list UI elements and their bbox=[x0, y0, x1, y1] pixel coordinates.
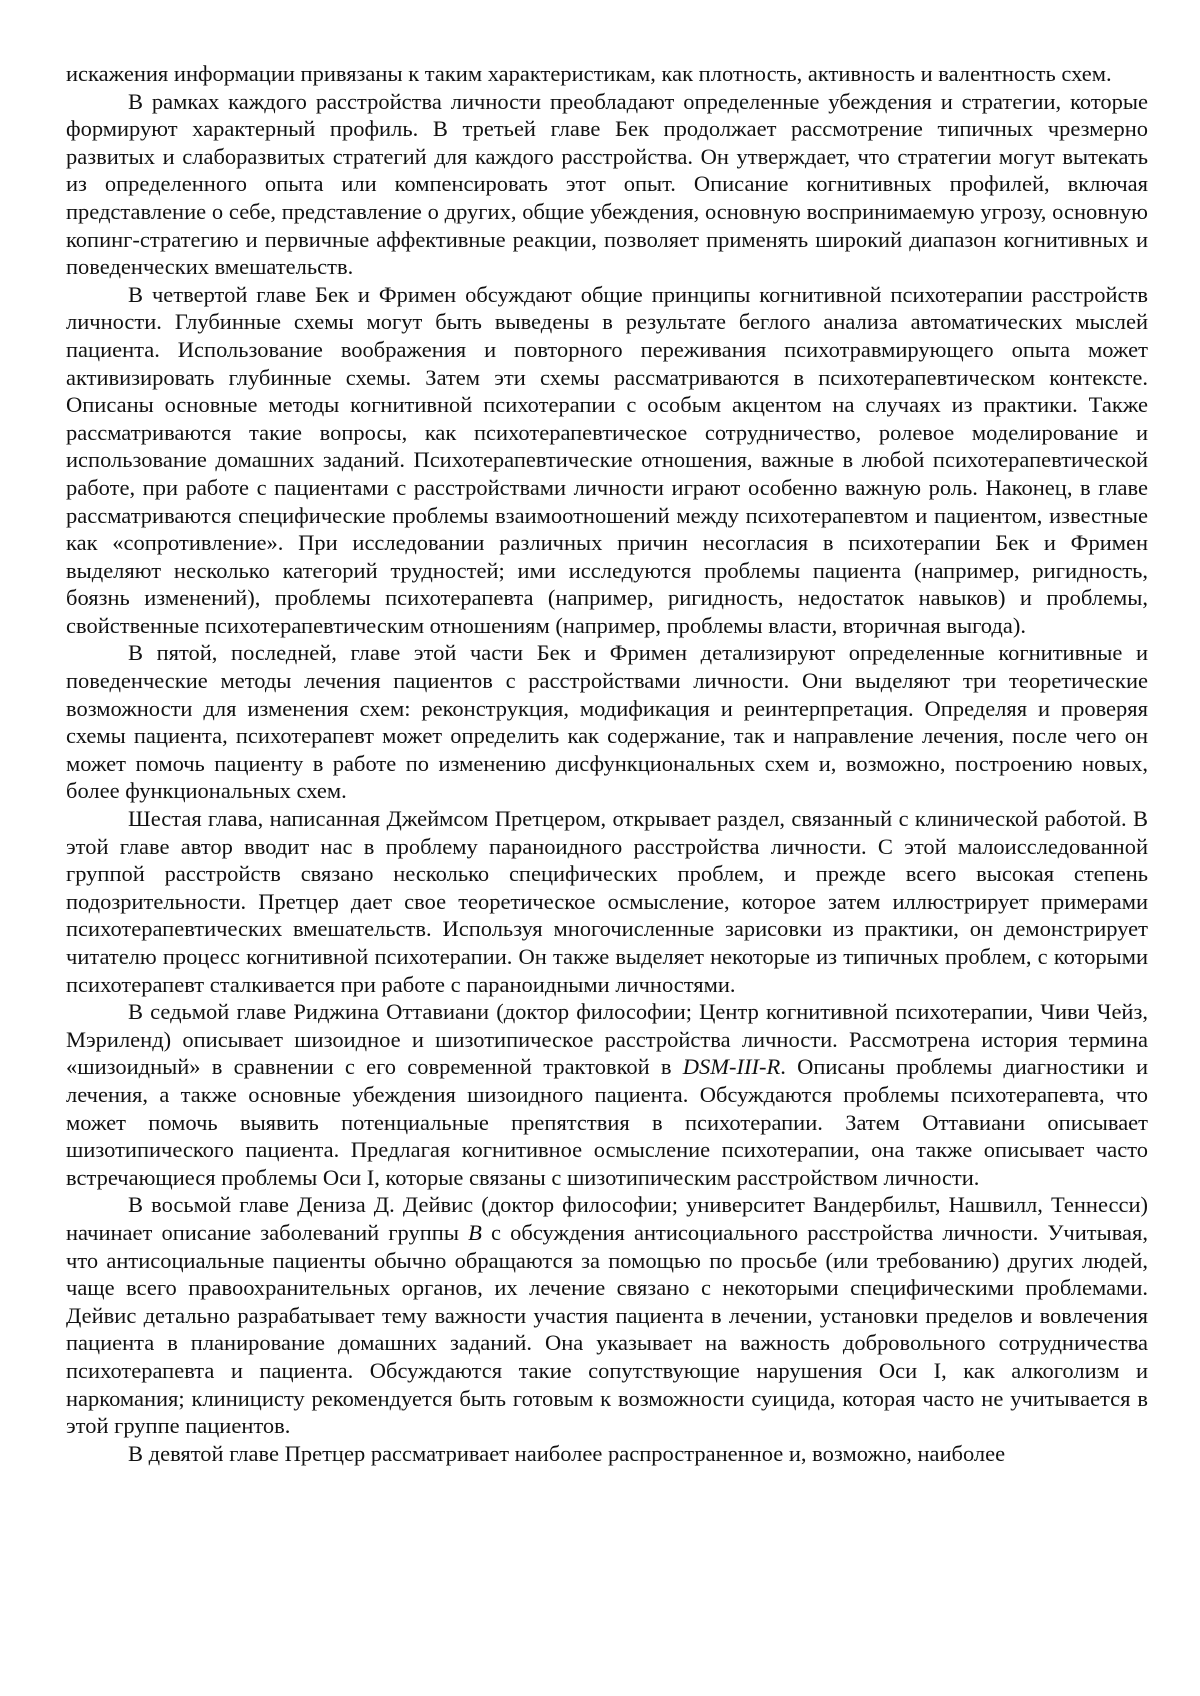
document-body-text bbox=[66, 60, 1148, 1467]
paragraph-text: с обсуждения антисоциального расстройства личности. Учитывая, что антисоциальные пациенты обычно обращаются за помощью по просьбе (или требованию) других людей, чаще всего правоохранительных органов, их лечение связано с некоторыми специфическими проблемами. Дейвис детально разрабатывает тему важности участия пациента в лечении, установки пределов и вовлечения пациента в планирование домашних заданий. Она указывает на важность добровольного сотрудничества психотерапевта и пациента. Обсуждаются такие сопутствующие нарушения Оси I, как алкоголизм и наркомания; клиницисту рекомендуется быть готовым к возможности суицида, которая часто не учитывается в этой группе пациентов. bbox=[66, 1220, 1148, 1438]
paragraph-3 bbox=[66, 281, 1148, 640]
paragraph-text: В четвертой главе Бек и Фримен обсуждают общие принципы когнитивной психотерапии расстройств личности. Глубинные схемы могут быть выведены в результате беглого анализа автоматических мыслей пациента. Использование воображения и повторного переживания психотравмирующего опыта может активизировать глубинные схемы. Затем эти схемы рассматриваются в психотерапевтическом контексте. Описаны основные методы когнитивной психотерапии с особым акцентом на случаях из практики. Также рассматриваются такие вопросы, как психотерапевтическое сотрудничество, ролевое моделирование и использование домашних заданий. Психотерапевтические отношения, важные в любой психотерапевтической работе, при работе с пациентами с расстройствами личности играют особенно важную роль. Наконец, в главе рассматриваются специфические проблемы взаимоотношений между психотерапевтом и пациентом, известные как «сопротивление». При исследовании различных причин несогласия в психотерапии Бек и Фримен выделяют несколько категорий трудностей; ими исследуются проблемы пациента (например, ригидность, боязнь изменений), проблемы психотерапевта (например, ригидность, недостаток навыков) и проблемы, свойственные психотерапевтическим отношениям (например, проблемы власти, вторичная выгода). bbox=[66, 282, 1148, 638]
paragraph-2 bbox=[66, 88, 1148, 281]
paragraph-text: В рамках каждого расстройства личности преобладают определенные убеждения и стратегии, которые формируют характерный профиль. В третьей главе Бек продолжает рассмотрение типичных чрезмерно развитых и слаборазвитых стратегий для каждого расстройства. Он утверждает, что стратегии могут вытекать из определенного опыта или компенсировать этот опыт. Описание когнитивных профилей, включая представление о себе, представление о других, общие убеждения, основную воспринимаемую угрозу, основную копинг-стратегию и первичные аффективные реакции, позволяет применять широкий диапазон когнитивных и поведенческих вмешательств. bbox=[66, 89, 1148, 280]
document-page bbox=[0, 0, 1200, 1696]
paragraph-text: В пятой, последней, главе этой части Бек и Фримен детализируют определенные когнитивные и поведенческие методы лечения пациентов с расстройствами личности. Они выделяют три теоретические возможности для изменения схем: реконструкция, модификация и реинтерпретация. Определяя и проверяя схемы пациента, психотерапевт может определить как содержание, так и направление лечения, после чего он может помочь пациенту в работе по изменению дисфункциональных схем и, возможно, построению новых, более функциональных схем. bbox=[66, 640, 1148, 803]
italic-term: В bbox=[468, 1220, 482, 1245]
italic-term: DSM-III-R bbox=[683, 1054, 780, 1079]
paragraph-text: В девятой главе Претцер рассматривает наиболее распространенное и, возможно, наиболее bbox=[128, 1441, 1005, 1466]
paragraph-text: . Описаны проблемы диагностики и лечения, а также основные убеждения шизоидного пациента. Обсуждаются проблемы психотерапевта, что может помочь выявить потенциальные препятствия в психотерапии. Затем Оттавиани описывает шизотипического пациента. Предлагая когнитивное осмысление психотерапии, она также описывает часто встречающиеся проблемы Оси I, которые связаны с шизотипическим расстройством личности. bbox=[66, 1054, 1148, 1189]
paragraph-text: В седьмой главе Риджина Оттавиани (доктор философии; Центр когнитивной психотерапии, Чиви Чейз, Мэриленд) описывает шизоидное и шизотипическое расстройства личности. Рассмотрена история термина «шизоидный» в сравнении с его современной трактовкой в bbox=[66, 999, 1148, 1079]
paragraph-4 bbox=[66, 639, 1148, 805]
paragraph-5 bbox=[66, 805, 1148, 998]
paragraph-text: искажения информации привязаны к таким характеристикам, как плотность, активность и валентность схем. bbox=[66, 61, 1112, 86]
paragraph-7 bbox=[66, 1191, 1148, 1439]
paragraph-text: В восьмой главе Дениза Д. Дейвис (доктор философии; университет Вандербильт, Нашвилл, Теннесси) начинает описание заболеваний группы bbox=[66, 1192, 1148, 1245]
paragraph-1 bbox=[66, 60, 1148, 88]
paragraph-8 bbox=[66, 1440, 1148, 1468]
paragraph-6 bbox=[66, 998, 1148, 1191]
paragraph-text: Шестая глава, написанная Джеймсом Претцером, открывает раздел, связанный с клинической работой. В этой главе автор вводит нас в проблему параноидного расстройства личности. С этой малоисследованной группой расстройств связано несколько специфических проблем, и прежде всего высокая степень подозрительности. Претцер дает свое теоретическое осмысление, которое затем иллюстрирует примерами психотерапевтических вмешательств. Используя многочисленные зарисовки из практики, он демонстрирует читателю процесс когнитивной психотерапии. Он также выделяет некоторые из типичных проблем, с которыми психотерапевт сталкивается при работе с параноидными личностями. bbox=[66, 806, 1148, 997]
